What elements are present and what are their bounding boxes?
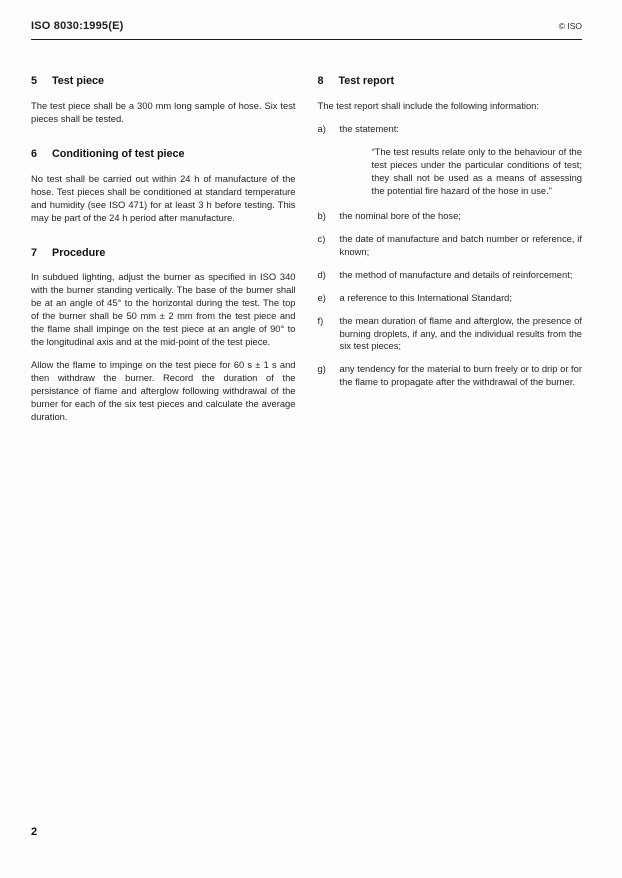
- section-heading: [31, 74, 296, 89]
- copyright-notice: © ISO: [558, 21, 582, 31]
- statement-quote: “The test results relate only to the behaviour of the test pieces under the particular conditions of test; they shall not be used as a means of assessing the potential fire hazard of the hose in use.”: [371, 145, 582, 196]
- section-number: 6: [31, 147, 38, 160]
- list-item-label: b): [317, 209, 326, 221]
- list-item-d: [318, 269, 583, 282]
- list-item-b: [318, 210, 583, 223]
- section-title: Test report: [338, 75, 395, 87]
- page-header: [31, 20, 582, 32]
- list-item-label: e): [317, 291, 326, 303]
- section-procedure: [31, 246, 296, 425]
- list-item-text: the method of manufacture and details of reinforcement;: [339, 268, 573, 280]
- page-number: 2: [31, 826, 38, 838]
- list-item-text: a reference to this International Standard;: [339, 291, 513, 303]
- list-item-c: [318, 233, 583, 259]
- list-item-text: the nominal bore of the hose;: [339, 209, 461, 221]
- list-item-e: [318, 292, 583, 305]
- page-body: [0, 0, 622, 424]
- paragraph: The test piece shall be a 300 mm long sample of hose. Six test pieces shall be tested.: [31, 99, 296, 124]
- paragraph: In subdued lighting, adjust the burner as specified in ISO 340 with the burner standing vertically. The base of the burner shall be at an angle of 45° to the horizontal during the test. The top of the burner shall be 50 mm ± 2 mm from the test piece and the flame shall impinge on the test piece at an angle of 90° to the longitudinal axis and at the mid-point of the test piece.: [31, 271, 296, 348]
- list-item-a: [318, 123, 583, 136]
- section-title: Test piece: [52, 75, 105, 87]
- list-item-label: d): [317, 268, 326, 280]
- paragraph: The test report shall include the following information:: [317, 99, 539, 111]
- list-item-text: the mean duration of flame and afterglow, the presence of burning droplets, if any, and the individual results from the six test pieces;: [339, 314, 582, 352]
- list-item-label: f): [317, 314, 324, 326]
- section-title: Procedure: [52, 246, 106, 259]
- list-item-label: a): [317, 122, 326, 134]
- list-item-text: the statement:: [339, 122, 399, 134]
- left-column: [31, 74, 296, 424]
- paragraph: No test shall be carried out within 24 h of manufacture of the hose. Test pieces shall be conditioned at standard temperature and humidity (see ISO 471) for at least 3 h before testing. This may be part of the 24 h period after manufacture.: [31, 172, 296, 223]
- list-item-label: g): [317, 363, 326, 375]
- content-columns: [31, 74, 582, 424]
- section-title: Conditioning of test piece: [52, 147, 185, 160]
- list-item-label: c): [317, 232, 326, 244]
- header-rule: [31, 39, 582, 40]
- section-heading: [31, 147, 296, 162]
- paragraph: Allow the flame to impinge on the test piece for 60 s ± 1 s and then withdraw the burner. Record the duration of the persistance of flame and afterglow following withdrawal of the burner for each of the six test pieces and calculate the average duration.: [31, 359, 296, 423]
- section-number: 7: [31, 246, 38, 259]
- section-heading: [31, 246, 296, 261]
- section-number: 5: [31, 75, 38, 87]
- right-column: [318, 74, 583, 424]
- list-item-f: [318, 315, 583, 354]
- list-item-text: any tendency for the material to burn freely or to drip or for the flame to propagate after the withdrawal of the burner.: [339, 363, 582, 388]
- list-item-text: the date of manufacture and batch number or reference, if known;: [339, 232, 582, 257]
- section-number: 8: [317, 75, 324, 87]
- list-item-g: [318, 363, 583, 389]
- section-test-piece: [31, 74, 296, 126]
- section-test-report: [318, 74, 583, 389]
- section-conditioning: [31, 147, 296, 225]
- section-heading: [318, 74, 583, 89]
- document-id: ISO 8030:1995(E): [31, 20, 124, 32]
